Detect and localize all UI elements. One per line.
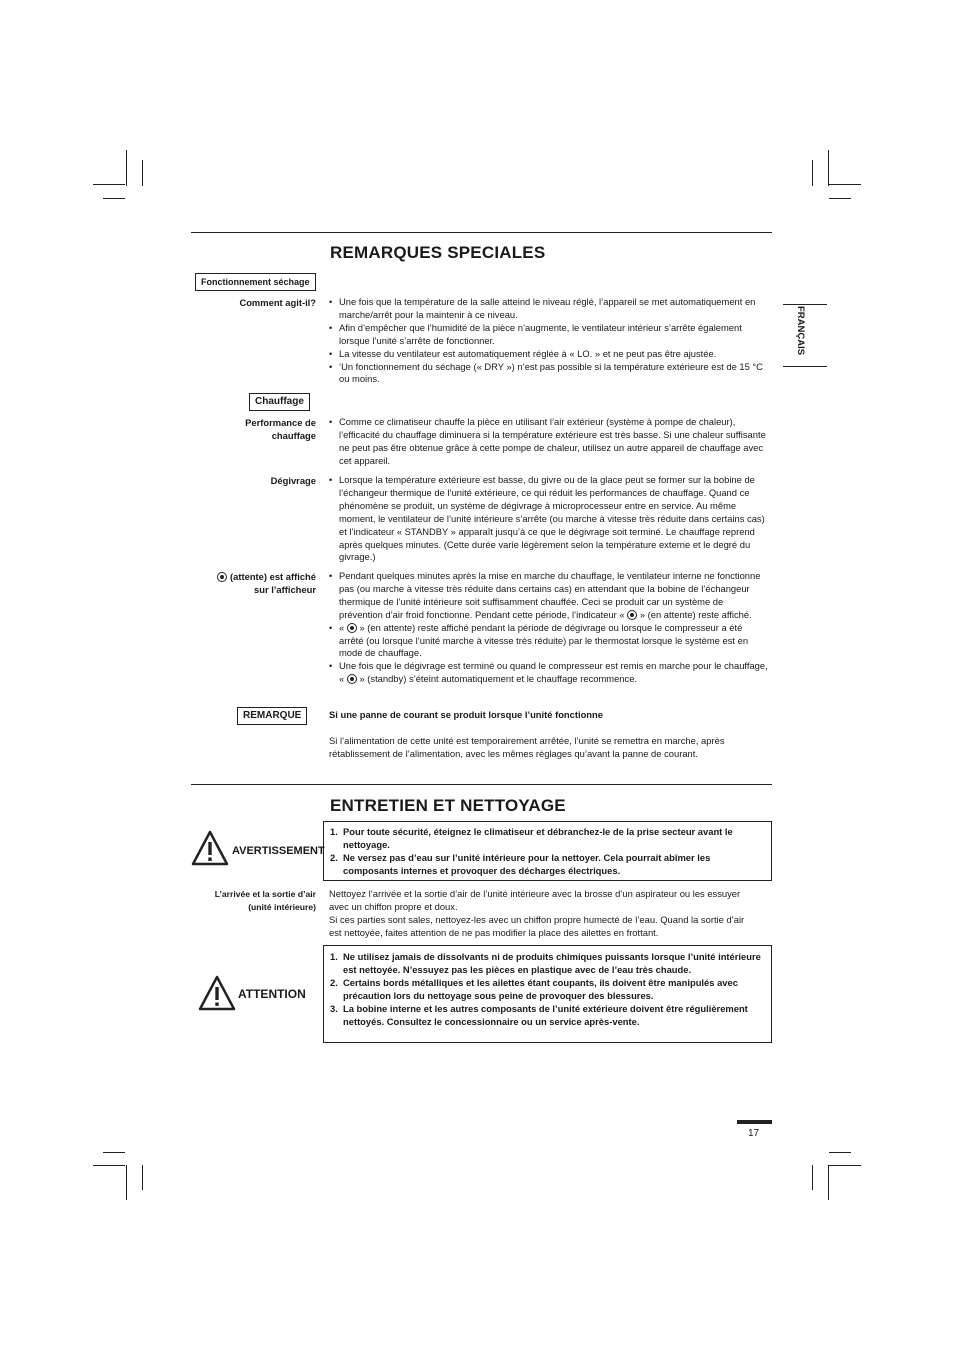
list-item: • Comme ce climatiseur chauffe la pièce en utilisant l’air extérieur (système à pompe de chaleur), l’efficacité du chauffage diminuera si la température extérieure est très basse. Si une chaleur suffisante ne peut pas être obtenue grâce à cette pompe de chaleur, utilisez un autre appareil de chauffage avec cet appareil. <box>329 416 769 468</box>
label-attente: (attente) est affiché sur l’afficheur <box>176 570 316 596</box>
section-title-remarques: REMARQUES SPECIALES <box>330 243 546 262</box>
tag-fonctionnement-sechage: Fonctionnement séchage <box>195 273 316 291</box>
standby-icon <box>347 674 357 684</box>
remarque-bold: Si une panne de courant se produit lorsque l’unité fonctionne <box>329 709 603 720</box>
sechage-bullets <box>329 296 769 386</box>
warning-icon <box>191 830 229 866</box>
list-item: • Afin d’empêcher que l’humidité de la pièce n’augmente, le ventilateur intérieur s’arrête également lorsque l’unité s’arrête de fonctionner. <box>329 322 769 348</box>
list-item: • Une fois que le dégivrage est terminé ou quand le compresseur est remis en marche pour le chauffage, « » (standby) s’éteint automatiquement et le chauffage recommence. <box>329 660 769 686</box>
list-item: • Pendant quelques minutes après la mise en marche du chauffage, le ventilateur interne ne fonctionne pas (ou marche à vitesse très réduite dans certains cas) en attendant que la bobine de l’échangeur thermique de l’unité intérieure soit suffisamment chauffée. Ceci se produit car un système de prévention d’air froid fonctionne. Pendant cette période, l’indicateur « » (en attente) reste affiché. <box>329 570 769 622</box>
section-divider <box>191 232 772 233</box>
attention-label: ATTENTION <box>238 987 306 1001</box>
section-divider <box>191 784 772 785</box>
performance-text <box>329 416 769 468</box>
section-title-entretien: ENTRETIEN ET NETTOYAGE <box>330 796 566 815</box>
avertissement-box <box>323 821 772 881</box>
list-item: • Une fois que la température de la salle atteind le niveau réglé, l’appareil se met automatiquement en marche/arrêt pour la maintenir à ce niveau. <box>329 296 769 322</box>
language-tab: FRANÇAIS <box>795 306 806 356</box>
list-item: • La vitesse du ventilateur est automatiquement réglée à « LO. » et ne peut pas être ajustée. <box>329 348 769 361</box>
attente-bullets <box>329 570 769 686</box>
standby-icon <box>627 610 637 620</box>
tag-chauffage: Chauffage <box>249 393 310 411</box>
list-item: 1. Pour toute sécurité, éteignez le climatiseur et débranchez-le de la prise secteur avant le nettoyage. <box>330 826 733 850</box>
standby-icon <box>347 623 357 633</box>
attention-box <box>323 945 772 1043</box>
page-number: 17 <box>748 1128 760 1139</box>
warning-icon <box>198 975 236 1011</box>
list-item: • Lorsque la température extérieure est basse, du givre ou de la glace peut se former sur la bobine de l’échangeur thermique de l’unité extérieure, ce qui réduit les performances de chauffage. Quand ce phénomène se produit, un système de dégivrage à microprocesseur entre en service. Au même moment, le ventilateur de l’unité intérieure s’arrête (ou marche à vitesse très réduite dans certains cas) et l’indicateur « STANDBY » apparaît jusqu’à ce que le dégivrage soit terminé. Le chauffage reprend après quelques minutes. (Cette durée varie légèrement selon la température externe et le degré du givrage.) <box>329 474 769 564</box>
label-arrivee-sortie: L’arrivée et la sortie d’air (unité intérieure) <box>214 889 316 912</box>
lang-tab-bottom-line <box>783 366 827 367</box>
list-item: 2. Ne versez pas d’eau sur l’unité intérieure pour la nettoyer. Cela pourrait abîmer les composants internes et provoquer des décharges électriques. <box>330 852 711 876</box>
list-item: 3. La bobine interne et les autres composants de l’unité extérieure doivent être régulièrement nettoyés. Consultez le concessionnaire ou un service après-vente. <box>330 1003 748 1027</box>
page-number-bar <box>737 1120 772 1124</box>
list-item: 2. Certains bords métalliques et les ailettes étant coupants, ils doivent être manipulés avec précaution lors du nettoyage sous peine de provoquer des blessures. <box>330 977 738 1001</box>
degivrage-text <box>329 474 769 564</box>
arrivee-text: Nettoyez l’arrivée et la sortie d’air de l’unité intérieure avec la brosse d’un aspirateur ou les essuyer avec un chiffon propre et doux. Si ces parties sont sales, nettoyez-les avec un chiffon propre humecté de l’eau. Quand la sortie d’air est nettoyée, faites attention de ne pas modifier la place des ailettes en frottant. <box>329 888 745 938</box>
list-item: • « » (en attente) reste affiché pendant la période de dégivrage ou lorsque le compresseur a été arrêté (ou lorsque l’unité marche à vitesse très réduite) par le thermostat lorsque le système est en mode de chauffage. <box>329 622 769 661</box>
standby-icon <box>217 572 227 582</box>
label-performance-chauffage: Performance de chauffage <box>245 417 316 441</box>
label-comment-agit: Comment agit-il? <box>239 297 316 308</box>
label-degivrage: Dégivrage <box>270 475 316 486</box>
list-item: 1. Ne utilisez jamais de dissolvants ni de produits chimiques puissants lorsque l’unité intérieure est nettoyée. N’essuyez pas les pièces en plastique avec de l’eau très chaude. <box>330 951 761 975</box>
list-item: • ‘Un fonctionnement du séchage (« DRY ») n’est pas possible si la température extérieure est de 15 °C ou moins. <box>329 361 769 387</box>
lang-tab-top-line <box>783 304 827 305</box>
tag-remarque: REMARQUE <box>237 707 307 725</box>
avertissement-label: AVERTISSEMENT <box>232 845 325 857</box>
remarque-text: Si l’alimentation de cette unité est temporairement arrêtée, l’unité se remettra en marche, après rétablissement de l’alimentation, avec les mêmes réglages qu’avant la panne de courant. <box>329 735 725 759</box>
